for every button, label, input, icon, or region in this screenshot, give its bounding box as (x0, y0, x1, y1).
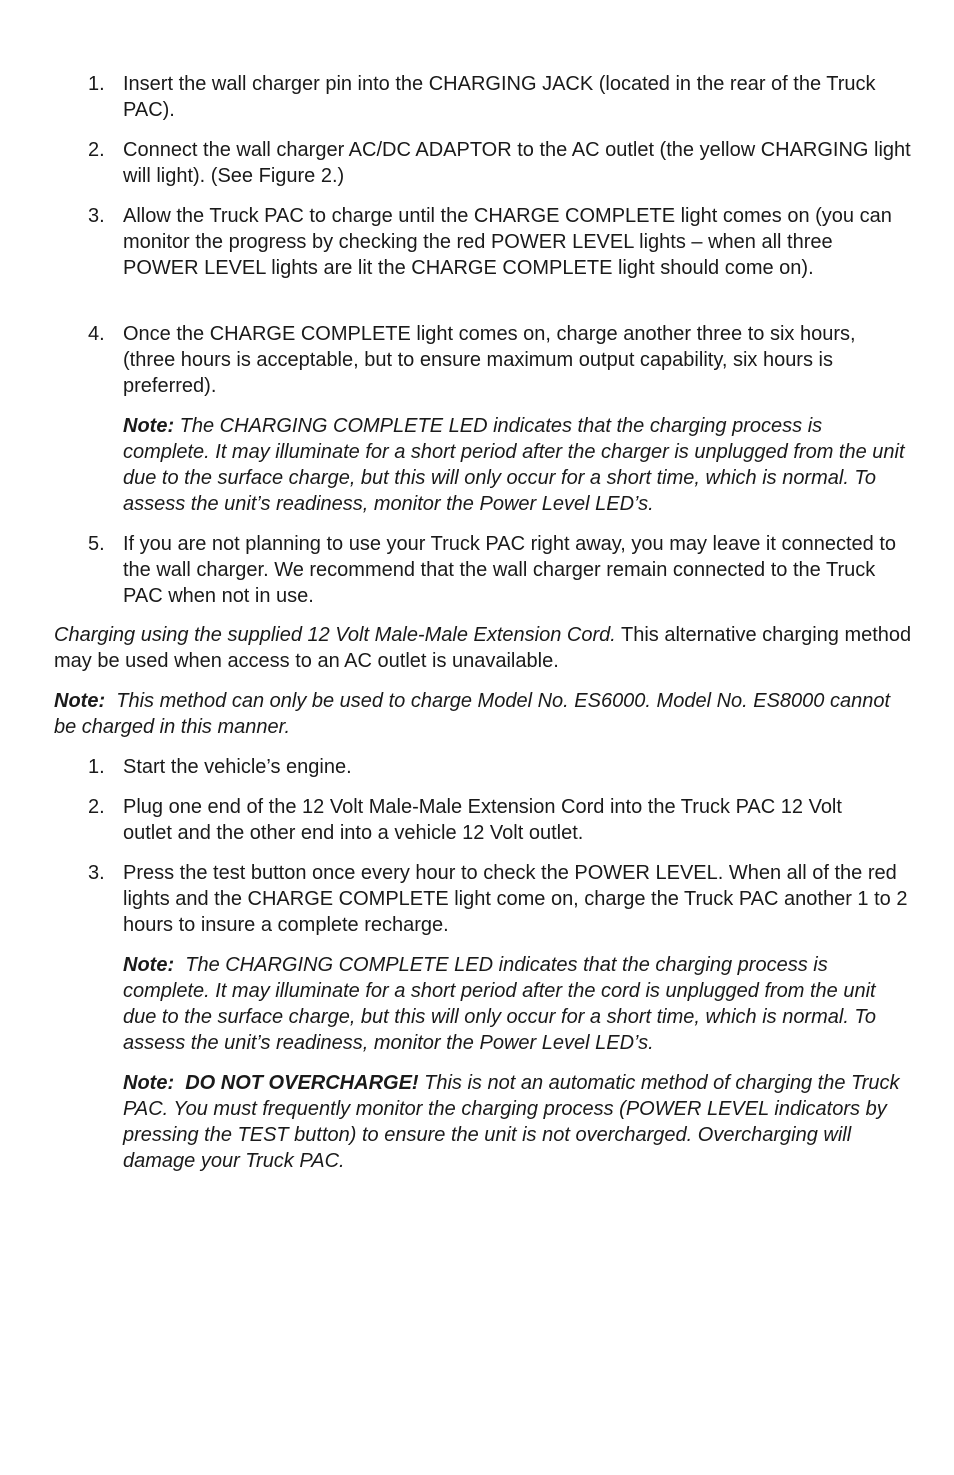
list-number: 5. (88, 533, 105, 555)
list-text: If you are not planning to use your Truck PAC right away, you may leave it connected to the wall charger. We recommend that the wall charger remain connected to the Truck PAC when not in use. (123, 533, 897, 607)
note-text: The CHARGING COMPLETE LED indicates that the charging process is complete. It may illuminate for a short period after the charger is unplugged from the unit due to the surface charge, but this will only occur for a short time, which is normal. To assess the unit’s readiness, monitor the Power Level LED’s. (123, 415, 905, 515)
note-label: Note: (123, 1072, 175, 1094)
note-label: Note: (54, 690, 106, 712)
note-text: The CHARGING COMPLETE LED indicates that the charging process is complete. It may illuminate for a short period after the cord is unplugged from the unit due to the surface charge, but this will only occur for a short time, which is normal. To assess the unit’s readiness, monitor the Power Level LED’s. (123, 954, 882, 1054)
list-text: Once the CHARGE COMPLETE light comes on, charge another three to six hours, (three hours is acceptable, but to ensure maximum output capability, six hours is preferred). (123, 323, 856, 397)
section-paragraph (54, 622, 914, 674)
list-text: Plug one end of the 12 Volt Male-Male Extension Cord into the Truck PAC 12 Volt outlet and the other end into a vehicle 12 Volt outlet. (123, 796, 842, 844)
section-text: This alternative charging method may be used when access to an AC outlet is unavailable. (54, 624, 912, 672)
list-number: 1. (88, 756, 105, 778)
note-overcharge (123, 1070, 913, 1174)
list-text: Connect the wall charger AC/DC ADAPTOR to the AC outlet (the yellow CHARGING light will light). (See Figure 2.) (123, 139, 911, 187)
note-model (54, 688, 914, 740)
note-label: Note: (123, 954, 175, 976)
list-text: Press the test button once every hour to check the POWER LEVEL. When all of the red lights and the CHARGE COMPLETE light come on, charge the Truck PAC another 1 to 2 hours to insure a complete recharge. (123, 862, 908, 936)
section-heading: Charging using the supplied 12 Volt Male-Male Extension Cord. (54, 624, 616, 646)
note-text: This method can only be used to charge Model No. ES6000. Model No. ES8000 cannot be charged in this manner. (54, 690, 896, 738)
list-number: 4. (88, 323, 105, 345)
note-text: This is not an automatic method of charging the Truck PAC. You must frequently monitor the charging process (POWER LEVEL indicators by pressing the TEST button) to ensure the unit is not overcharged. Overcharging will damage your Truck PAC. (123, 1072, 900, 1172)
list-text: Start the vehicle’s engine. (123, 756, 352, 778)
warning-text: DO NOT OVERCHARGE! (174, 1072, 419, 1094)
list-number: 1. (88, 73, 105, 95)
list-number: 2. (88, 139, 105, 161)
list-number: 3. (88, 862, 105, 884)
note-label: Note: (123, 415, 175, 437)
note-charging-led (123, 413, 913, 517)
note-cord-led (123, 952, 913, 1056)
list-number: 2. (88, 796, 105, 818)
list-text: Allow the Truck PAC to charge until the CHARGE COMPLETE light comes on (you can monitor the progress by checking the red POWER LEVEL lights – when all three POWER LEVEL lights are lit the CHARGE COMPLETE light should come on). (123, 205, 892, 279)
list-number: 3. (88, 205, 105, 227)
list-text: Insert the wall charger pin into the CHARGING JACK (located in the rear of the Truck PAC). (123, 73, 876, 121)
